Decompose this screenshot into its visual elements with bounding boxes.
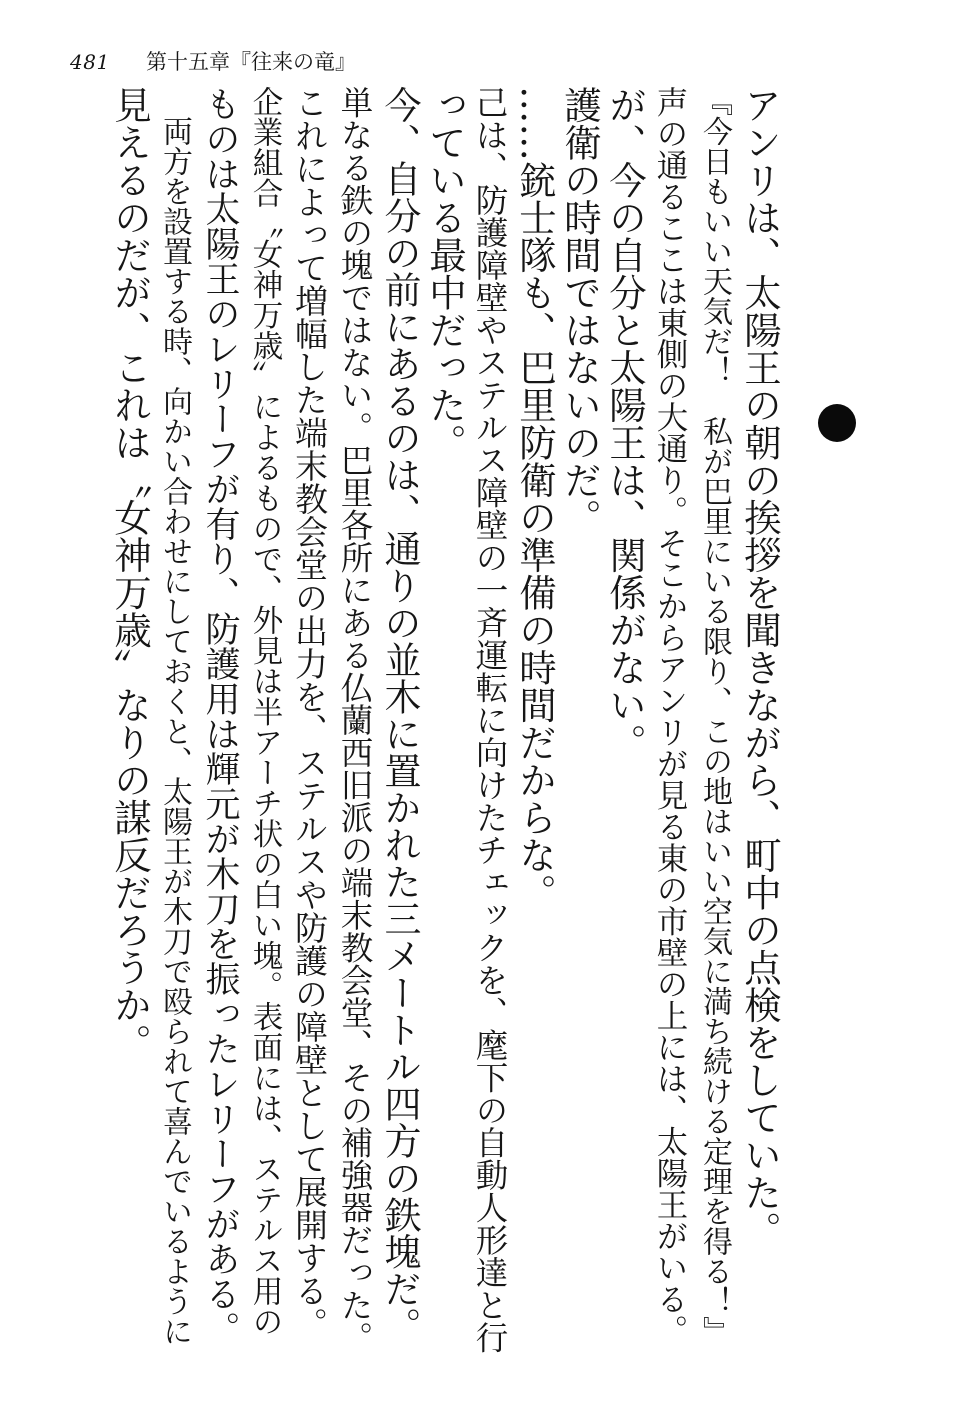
- text-line: これによって増幅した端末教会堂の出力を、ステルスや防護の障壁として展開する。: [290, 86, 329, 1340]
- text-line: 護衛の時間ではないのだ。: [558, 86, 602, 536]
- text-line: 見えるのだが、これは〝女神万歳〟なりの謀反だろうか。: [108, 86, 152, 1061]
- text-line: 声の通るここは東側の大通り。そこからアンリが見る東の市壁の上には、太陽王がいる。: [652, 86, 688, 1346]
- chapter-title: 第十五章『往来の竜』: [146, 50, 356, 74]
- text-line: アンリは、太陽王の朝の挨拶を聞きながら、町中の点検をしていた。: [738, 86, 782, 1249]
- text-line: ものは太陽王のレリーフが有り、防護用は輝元が木刀を振ったレリーフがある。: [200, 86, 240, 1346]
- text-line: っている最中だった。: [423, 86, 467, 461]
- text-line: 企業組合〝女神万歳〟によるもので、外見は半アーチ状の白い塊。表面には、ステルス用の: [247, 86, 282, 1337]
- text-line: ……銃士隊も、巴里防衛の準備の時間だからな。: [513, 86, 557, 911]
- page-number: 481: [70, 50, 110, 74]
- scene-break-dot: [818, 404, 856, 442]
- text-line: 『今日もいい天気だ！ 私が巴里にいる限り、この地はいい空気に満ち続ける定理を得る！』: [697, 86, 732, 1346]
- text-line: が、今の自分と太陽王は、関係がない。: [603, 86, 647, 761]
- text-line: 今、自分の前にあるのは、通りの並木に置かれた三メートル四方の鉄塊だ。: [378, 86, 421, 1344]
- text-line: 単なる鉄の塊ではない。巴里各所にある仏蘭西旧派の端末教会堂、その補強器だった。: [336, 86, 374, 1354]
- text-line: 両方を設置する時、向かい合わせにしておくと、太陽王が木刀で殴られて喜んでいるように: [157, 86, 192, 1346]
- text-line: 己は、防護障壁やステルス障壁の一斉運転に向けたチェックを、麾下の自動人形達と行: [471, 86, 509, 1354]
